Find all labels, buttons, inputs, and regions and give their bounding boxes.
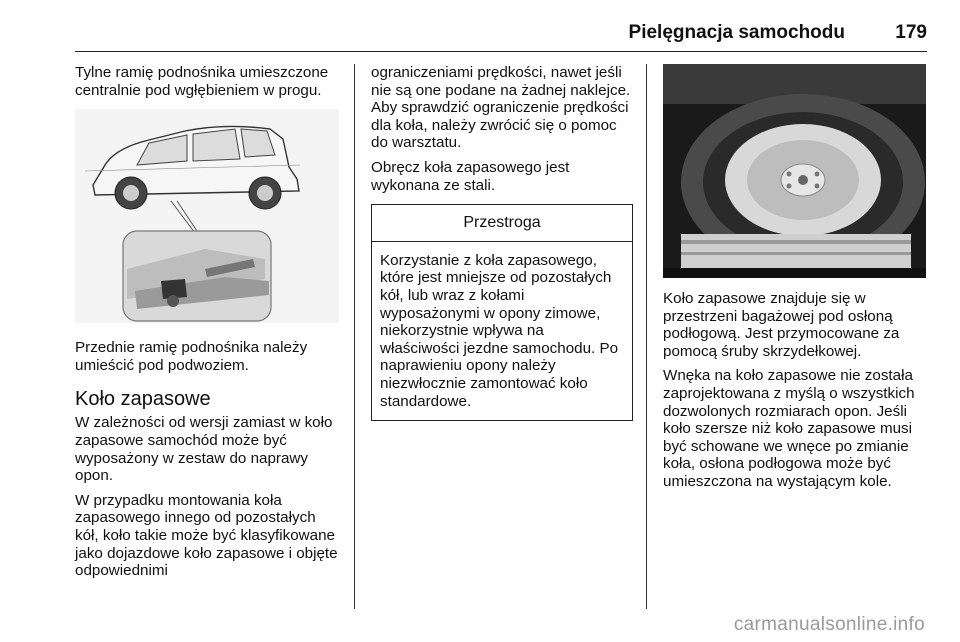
paragraph: Wnęka na koło zapasowe nie została zaprojektowana z myślą o wszystkich dozwolonych rozmiarach opon. Jeśli koło szersze niż koło zapasowe musi być schowane we wnęce po zmianie koła, osłona podłogowa może być umieszczona na wystającym kole. — [663, 367, 915, 490]
page-number: 179 — [895, 22, 927, 43]
page-header — [75, 22, 927, 48]
column-2 — [371, 64, 633, 421]
section-heading: Koło zapasowe — [75, 388, 211, 411]
caution-box — [371, 204, 633, 421]
caution-title: Przestroga — [372, 205, 632, 242]
paragraph: Koło zapasowe znajduje się w przestrzeni bagażowej pod osłoną podłogową. Jest przymocowane za pomocą śruby skrzydełkowej. — [663, 290, 900, 360]
paragraph: W przypadku montowania koła zapasowego innego od pozostałych kół, koło takie może być klasyfikowane jako dojazdowe koło zapasowe i objęte odpowiednimi — [75, 491, 338, 580]
header-rule — [75, 51, 927, 52]
section-title: Pielęgnacja samochodu — [628, 22, 845, 43]
spare-wheel-photo — [663, 64, 926, 278]
car-jack-illustration — [75, 109, 339, 323]
column-divider-2 — [646, 64, 647, 609]
watermark: carmanualsonline.info — [733, 614, 925, 635]
paragraph: Tylne ramię podnośnika umieszczone centralnie pod wgłębieniem w progu. — [75, 64, 329, 99]
caution-text: Korzystanie z koła zapasowego, które jest mniejsze od pozostałych kół, lub wraz z kołami wyposażonymi w opony zimowe, niekorzystnie wpływa na właściwości jezdne samochodu. Po naprawieniu opony należy niezwłocznie zamontować koło standardowe. — [380, 251, 619, 410]
paragraph: Obręcz koła zapasowego jest wykonana ze stali. — [371, 158, 570, 194]
column-1 — [75, 64, 343, 587]
column-divider-1 — [354, 64, 355, 609]
column-3 — [663, 290, 926, 498]
paragraph: Przednie ramię podnośnika należy umieścić pod podwoziem. — [75, 339, 308, 374]
paragraph: W zależności od wersji zamiast w koło zapasowe samochód może być wyposażony w zestaw do naprawy opon. — [75, 414, 333, 485]
paragraph: ograniczeniami prędkości, nawet jeśli nie są one podane na żadnej naklejce. Aby sprawdzić ograniczenie prędkości dla koła, należy zwrócić się o pomoc do warsztatu. — [371, 64, 631, 152]
